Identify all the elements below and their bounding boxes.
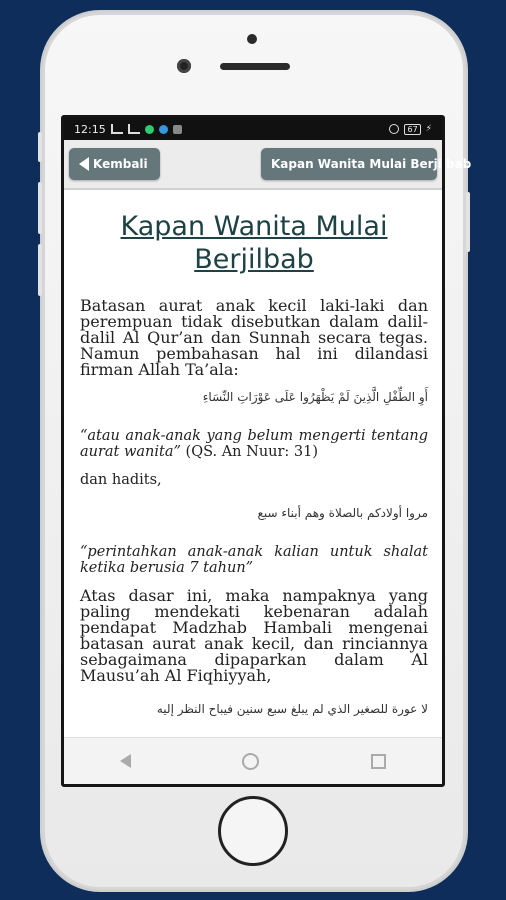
paragraph-1: Batasan aurat anak kecil laki-laki dan perempuan tidak disebutkan dalam dalil-dalil Al Qur’an dan Sunnah secara tegas. Namun pembahasan hal ini dilandasi firman Allah Ta’ala: [80, 296, 428, 379]
device-screen [64, 118, 472, 784]
earpiece-speaker [220, 63, 290, 70]
top-sensor [247, 34, 257, 44]
messenger-icon [159, 125, 168, 134]
battery-icon: 67 [404, 124, 420, 135]
android-nav-bar [64, 737, 442, 784]
article-title: Kapan Wanita Mulai Berjilbab [120, 211, 388, 275]
nav-back-icon[interactable] [120, 754, 131, 768]
power-button [466, 192, 470, 252]
volume-down-button [38, 244, 42, 296]
status-bar [64, 118, 442, 140]
back-button[interactable] [69, 148, 160, 180]
signal-2-icon [128, 124, 140, 134]
quote-1 [80, 428, 428, 460]
volume-up-button [38, 182, 42, 234]
arabic-verse-1: أَوِ الطِّفْلِ الَّذِينَ لَمْ يَظْهَرُوا عَلَى عَوْرَاتِ النِّسَاءِ [202, 390, 428, 404]
back-button-label: Kembali [93, 157, 148, 171]
signal-icon [111, 124, 123, 134]
home-button [218, 796, 288, 866]
charging-icon: ⚡ [425, 124, 432, 134]
paragraph-3: Atas dasar ini, maka nampaknya yang paling mendekati kebenaran adalah pendapat Madzhab Hambali mengenai batasan aurat anak kecil, dan rinciannya sebagaimana dipaparkan dalam Al Mausu’ah Al Fiqhiyyah, [80, 586, 428, 685]
arabic-hadith: مروا أولادكم بالصلاة وهم أبناء سبع [257, 506, 428, 520]
nav-recents-icon[interactable] [371, 754, 386, 769]
app-toolbar [64, 140, 472, 190]
nav-home-icon[interactable] [242, 753, 259, 770]
article-content[interactable] [64, 190, 442, 738]
status-time: 12:15 [74, 122, 106, 136]
quote-1-text: “atau anak-anak yang belum mengerti tentang aurat wanita” [80, 428, 428, 460]
quote-2: “perintahkan anak-anak kalian untuk shalat ketika berusia 7 tahun” [80, 544, 428, 576]
paragraph-2: dan hadits, [80, 472, 162, 488]
vibrate-icon [389, 124, 399, 134]
quote-1-reference: (QS. An Nuur: 31) [180, 444, 319, 460]
mute-switch [38, 132, 42, 162]
gallery-icon [173, 125, 182, 134]
whatsapp-icon [145, 125, 154, 134]
arabic-fiqh-quote: لا عورة للصغير الذي لم يبلغ سبع سنين فيباح النظر إليه [156, 702, 428, 716]
triangle-left-icon [79, 157, 89, 171]
article-title-button[interactable]: Kapan Wanita Mulai Berjilbab [261, 148, 437, 180]
front-camera [177, 59, 191, 73]
